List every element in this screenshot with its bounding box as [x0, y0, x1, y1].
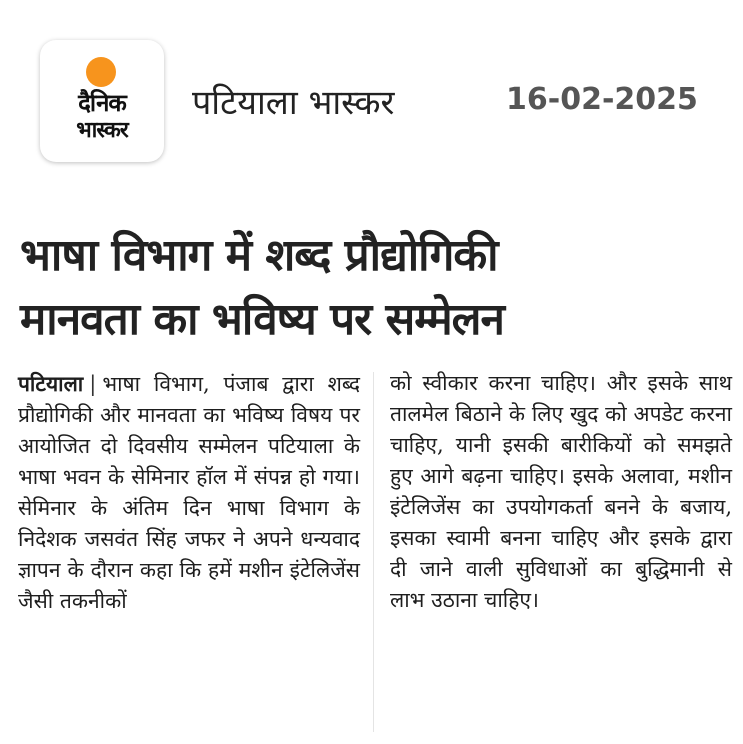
article-headline	[20, 224, 740, 352]
article-body-left: भाषा विभाग, पंजाब द्वारा शब्द प्रौद्योगिकी और मानवता का भविष्य विषय पर आयोजित दो दिवसीय सम्मेलन पटियाला के भाषा भवन के सेमिनार हॉल में संपन्न हो गया। सेमिनार के अंतिम दिन भाषा विभाग के निदेशक जसवंत सिंह जफर ने अपने धन्यवाद ज्ञापन के दौरान कहा कि हमें मशीन इंटेलिजेंस जैसी तकनीकों	[18, 372, 360, 613]
logo-text-dainik: दैनिक	[78, 89, 126, 117]
logo-text-bhaskar: भास्कर	[76, 118, 128, 143]
sun-icon	[86, 57, 116, 87]
dateline: पटियाला	[18, 371, 84, 396]
column-divider	[373, 372, 374, 732]
headline-line-2: मानवता का भविष्य पर सम्मेलन	[20, 294, 504, 345]
dateline-separator: |	[89, 372, 97, 396]
edition-name: पटियाला भास्कर	[192, 83, 395, 123]
headline-line-1: भाषा विभाग में शब्द प्रौद्योगिकी	[20, 230, 498, 281]
newspaper-header	[0, 0, 743, 190]
dainik-bhaskar-logo	[40, 40, 164, 162]
article-column-left	[18, 368, 360, 617]
article-body-right: को स्वीकार करना चाहिए। और इसके साथ तालमेल बिठाने के लिए खुद को अपडेट करना चाहिए, यानी इसकी बारीकियों को समझते हुए आगे बढ़ना चाहिए। इसके अलावा, मशीन इंटेलिजेंस का उपयोगकर्ता बनने के बजाय, इसका स्वामी बनना चाहिए और इसके द्वारा दी जाने वाली सुविधाओं का बुद्धिमानी से लाभ उठाना चाहिए।	[390, 371, 732, 612]
article-column-right	[390, 368, 732, 616]
publication-date: 16-02-2025	[506, 82, 698, 117]
